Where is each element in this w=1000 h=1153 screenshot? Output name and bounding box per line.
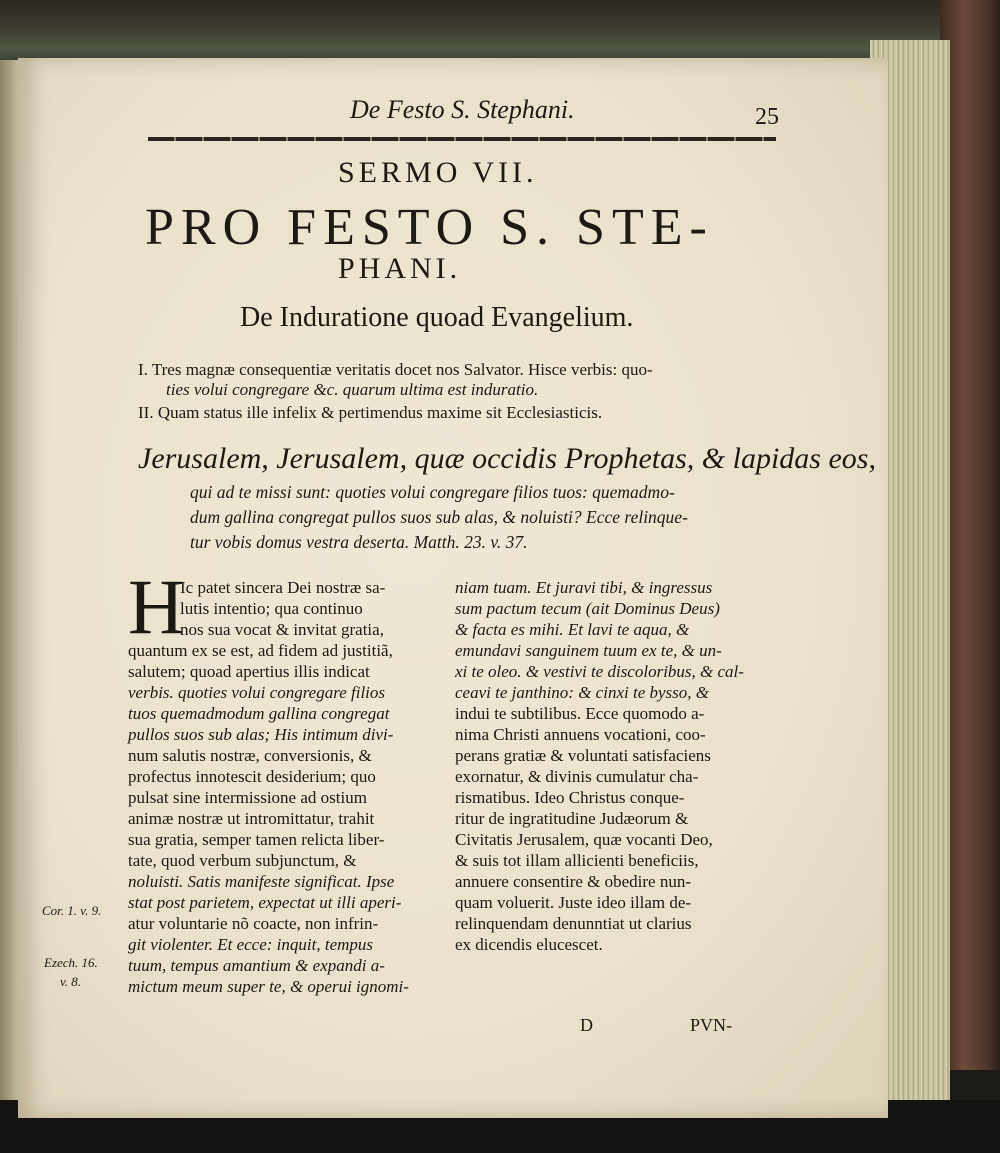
catchword: PVN- — [690, 1015, 733, 1035]
left-column-line: nos sua vocat & invitat gratia, — [180, 620, 384, 639]
margin-note-2: Ezech. 16. — [44, 955, 98, 970]
header-rule — [148, 137, 776, 141]
left-column-line: animæ nostræ ut intromittatur, trahit — [128, 809, 375, 828]
right-column-line: perans gratiæ & voluntati satisfaciens — [455, 746, 711, 765]
sermon-number: SERMO VII. — [338, 156, 538, 189]
right-column-line: sum pactum tecum (ait Dominus Deus) — [455, 599, 720, 618]
left-column-line: tuos quemadmodum gallina congregat — [128, 704, 390, 723]
right-column-line: relinquendam denunntiat ut clarius — [455, 914, 692, 933]
right-column-line: & facta es mihi. Et lavi te aqua, & — [455, 620, 690, 639]
left-column-line: tate, quod verbum subjunctum, & — [128, 851, 357, 870]
right-column-line: emundavi sanguinem tuum ex te, & un- — [455, 641, 722, 660]
right-column-line: ex dicendis elucescet. — [455, 935, 603, 954]
right-column-line: rismatibus. Ideo Christus conque- — [455, 788, 685, 807]
right-column-line: Civitatis Jerusalem, quæ vocanti Deo, — [455, 830, 713, 849]
left-column-line: quantum ex se est, ad fidem ad justitiã, — [128, 641, 393, 660]
left-column-line: pulsat sine intermissione ad ostium — [128, 788, 367, 807]
left-column-line: lutis intentio; qua continuo — [180, 599, 363, 618]
sermon-title-line-2: PHANI. — [338, 252, 462, 285]
sermon-subtitle: De Induratione quoad Evangelium. — [240, 302, 634, 333]
margin-note-1: Cor. 1. v. 9. — [42, 903, 102, 918]
left-column-line: profectus innotescit desiderium; quo — [128, 767, 376, 786]
right-column-line: xi te oleo. & vestivi te discoloribus, & cal- — [455, 662, 744, 681]
left-column-line: num salutis nostræ, conversionis, & — [128, 746, 372, 765]
scripture-quote-line-1: Jerusalem, Jerusalem, quæ occidis Prophetas, & lapidas eos, — [138, 442, 876, 475]
right-column-line: quam voluerit. Juste ideo illam de- — [455, 893, 692, 912]
left-column-line: pullos suos sub alas; His intimum divi- — [128, 725, 394, 744]
right-column-line: ritur de ingratitudine Judæorum & — [455, 809, 689, 828]
scripture-quote-line-3: dum gallina congregat pullos suos sub alas, & noluisti? Ecce relinque- — [190, 507, 688, 527]
left-column-line: verbis. quoties volui congregare filios — [128, 683, 386, 702]
drop-cap: H — [128, 563, 185, 650]
running-header: De Festo S. Stephani. — [350, 95, 575, 124]
left-column-line: git violenter. Et ecce: inquit, tempus — [128, 935, 374, 954]
scripture-quote-line-2: qui ad te missi sunt: quoties volui congregare filios tuos: quemadmo- — [190, 482, 675, 502]
page-number: 25 — [755, 104, 779, 130]
margin-note-3: v. 8. — [60, 974, 82, 989]
left-column-line: Ic patet sincera Dei nostræ sa- — [180, 578, 386, 597]
left-column-line: noluisti. Satis manifeste significat. Ipse — [128, 872, 395, 891]
scripture-quote-line-4: tur vobis domus vestra deserta. Matth. 23. v. 37. — [190, 532, 528, 552]
summary-line-2: ties volui congregare &c. quarum ultima est induratio. — [166, 380, 539, 399]
left-column-line: mictum meum super te, & operui ignomi- — [128, 977, 409, 996]
right-column-line: & suis tot illam allicienti beneficiis, — [455, 851, 699, 870]
summary-line-3: II. Quam status ille infelix & pertimendus maxime sit Ecclesiasticis. — [138, 403, 603, 422]
right-column-line: indui te subtilibus. Ecce quomodo a- — [455, 704, 705, 723]
right-column-line: niam tuam. Et juravi tibi, & ingressus — [455, 578, 713, 597]
left-column-line: sua gratia, semper tamen relicta liber- — [128, 830, 385, 849]
left-column-line: tuum, tempus amantium & expandi a- — [128, 956, 385, 975]
sermon-title-line-1: PRO FESTO S. STE- — [145, 199, 714, 256]
summary-line-1: I. Tres magnæ consequentiæ veritatis docet nos Salvator. Hisce verbis: quo- — [138, 360, 653, 379]
right-column-line: nima Christi annuens vocationi, coo- — [455, 725, 706, 744]
right-column-line: exornatur, & divinis cumulatur cha- — [455, 767, 699, 786]
left-column-line: stat post parietem, expectat ut illi aperi- — [128, 893, 402, 912]
signature-mark: D — [580, 1015, 593, 1035]
right-column-line: annuere consentire & obedire nun- — [455, 872, 692, 891]
left-column-line: salutem; quoad apertius illis indicat — [128, 662, 370, 681]
left-column-line: atur voluntarie nõ coacte, non infrin- — [128, 914, 379, 933]
right-column-line: ceavi te janthino: & cinxi te bysso, & — [455, 683, 709, 702]
